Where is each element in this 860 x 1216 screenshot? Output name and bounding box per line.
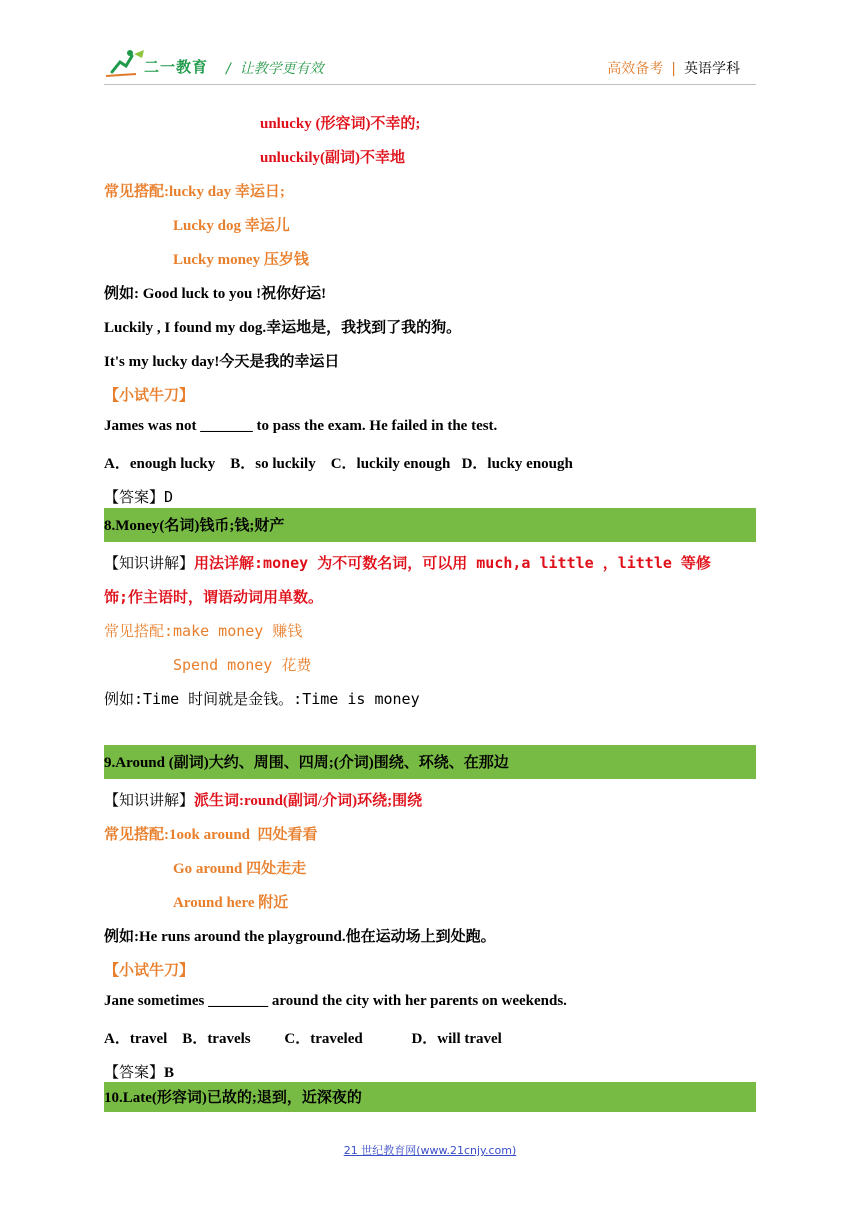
logo-text: 二一教育 (144, 58, 209, 76)
text-line (104, 789, 422, 810)
text-line: Luckily , I found my dog.幸运地是，我找到了我的狗。 (104, 320, 462, 336)
explain-label: 【知识讲解】 (104, 791, 195, 809)
section-heading-bar (104, 1082, 756, 1112)
text-line: It's my lucky day!今天是我的幸运日 (104, 354, 340, 370)
question-options: A．travel B．travels C．traveled D．will travel (104, 1031, 502, 1047)
section-heading: 10.Late(形容词)已故的;退到，近深夜的 (104, 1090, 362, 1106)
text-line: unluckily(副词)不幸地 (260, 150, 406, 166)
text-line: Lucky dog 幸运儿 (173, 218, 290, 234)
text-line: Go around 四处走走 (173, 861, 307, 877)
question-text: Jane sometimes ________ around the city with her parents on weekends. (104, 993, 567, 1009)
page-header (104, 44, 756, 84)
section-label: 【小试牛刀】 (104, 388, 195, 404)
text-line: Around here 附近 (173, 895, 289, 911)
section-heading-bar (104, 745, 756, 779)
text-line: 例如:Time 时间就是金钱。:Time is money (104, 690, 420, 708)
header-separator: | (671, 61, 676, 77)
text-line: 常见搭配:1ook around 四处看看 (104, 827, 318, 843)
exam-label: 高效备考 (607, 61, 664, 77)
answer-value: B (164, 1065, 175, 1081)
explain-text: 用法详解:money 为不可数名词，可以用 much,a little ，little 等修 (194, 554, 711, 572)
text-line: Lucky money 压岁钱 (173, 252, 309, 268)
header-right (607, 58, 740, 78)
section-label: 【小试牛刀】 (104, 963, 195, 979)
text-line: 例如: Good luck to you !祝你好运! (104, 286, 327, 302)
slogan-text: 让教学更有效 (239, 61, 324, 77)
section-heading: 8.Money(名词)钱币;钱;财产 (104, 518, 285, 534)
text-line: 饰;作主语时，谓语动词用单数。 (104, 588, 324, 606)
answer-line (104, 486, 173, 507)
text-line: 例如:He runs around the playground.他在运动场上到处跑。 (104, 929, 496, 945)
explain-label: 【知识讲解】 (104, 554, 195, 572)
answer-label: 【答案】 (104, 488, 165, 506)
slogan: / 让教学更有效 (226, 61, 324, 77)
explain-text: 派生词:round(副词/介词)环绕;围绕 (194, 793, 423, 809)
text-line: unlucky (形容词)不幸的; (260, 116, 421, 132)
text-line (104, 552, 711, 573)
subject-label: 英语学科 (684, 61, 740, 77)
header-divider (104, 84, 756, 85)
text-line: Spend money 花费 (173, 656, 312, 674)
section-heading: 9.Around (副词)大约、周围、四周;(介词)围绕、环绕、在那边 (104, 755, 509, 771)
question-options: A．enough lucky B．so luckily C．luckily enough D．lucky enough (104, 456, 573, 472)
section-heading-bar (104, 508, 756, 542)
question-text: James was not _______ to pass the exam. He failed in the test. (104, 418, 498, 434)
footer-link[interactable]: 21 世纪教育网(www.21cnjy.com) (343, 1144, 517, 1157)
answer-label: 【答案】 (104, 1063, 165, 1081)
text-line: 常见搭配:lucky day 幸运日; (104, 184, 285, 200)
text-line: 常见搭配:make money 赚钱 (104, 622, 303, 640)
answer-line (104, 1061, 174, 1082)
answer-value: D (164, 488, 174, 506)
